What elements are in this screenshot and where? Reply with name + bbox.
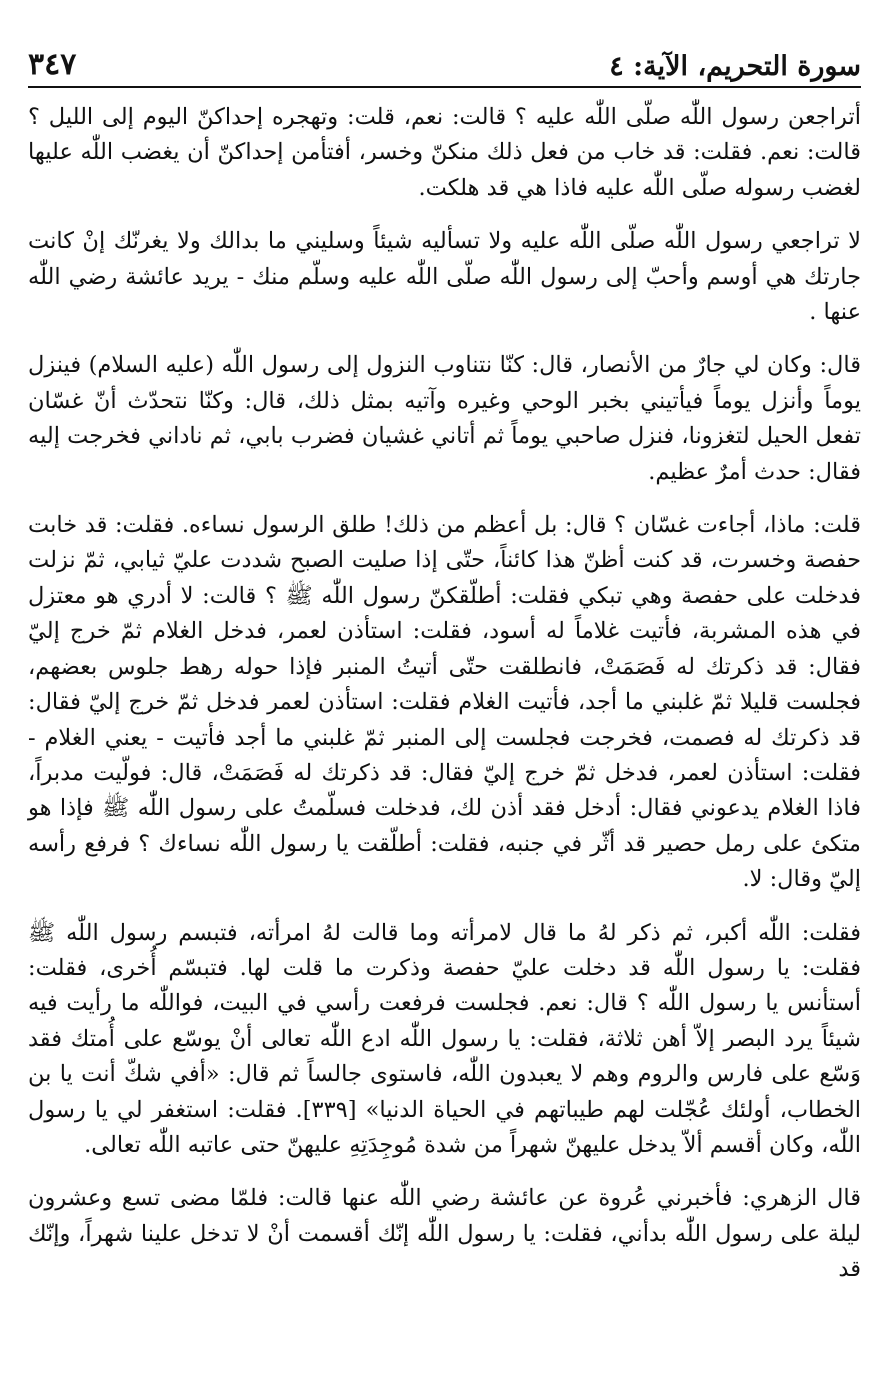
paragraph-2: لا تراجعي رسول اللّٰه صلّى اللّٰه عليه ولا تسأليه شيئاً وسليني ما بدالك ولا يغرنّك إنْ كانت جارتك هي أوسم وأحبّ إلى رسول اللّٰه صلّى اللّٰه عليه وسلّم منك - يريد عائشة رضي اللّٰه عنها . xyxy=(28,228,861,326)
paragraph-1: أتراجعن رسول اللّٰه صلّى اللّٰه عليه ؟ قالت: نعم، قلت: وتهجره إحداكنّ اليوم إلى الليل ؟ قالت: نعم. فقلت: قد خاب من فعل ذلك منكنّ وخسر، أفتأمن إحداكنّ أن يغضب اللّٰه عليها لغضب رسوله صلّى اللّٰه عليه فاذا هي قد هلكت. xyxy=(28,104,861,201)
page-number: ٣٤٧ xyxy=(28,47,77,82)
page-header xyxy=(28,28,861,80)
paragraph-3: قال: وكان لي جارٌ من الأنصار، قال: كنّا نتناوب النزول إلى رسول اللّٰه (عليه السلام) فينزل يوماً وأنزل يوماً فيأتيني بخبر الوحي وغيره وآتيه بمثل ذلك، قال: وكنّا نتحدّث أنّ غسّان تفعل الحيل لتغزونا، فنزل صاحبي يوماً ثم أتاني غشيان فضرب بابي، ثم ناداني فخرجت إليه فقال: حدث أمرٌ عظيم. xyxy=(28,352,861,485)
running-title: سورة التحريم، الآية: ٤ xyxy=(609,51,861,82)
header-rule xyxy=(28,86,861,88)
paragraph-6: قال الزهري: فأخبرني عُروة عن عائشة رضي اللّٰه عنها قالت: فلمّا مضى تسع وعشرون ليلة على رسول اللّٰه بدأني، فقلت: يا رسول اللّٰه إنّك أقسمت أنْ لا تدخل علينا شهراً، وإنّك قد xyxy=(28,1185,861,1283)
paragraph-4: قلت: ماذا، أجاءت غسّان ؟ قال: بل أعظم من ذلك! طلق الرسول نساءه. فقلت: قد خابت حفصة وخسرت، قد كنت أظنّ هذا كائناً، حتّى إذا صليت الصبح شددت عليّ ثيابي، ثمّ نزلت فدخلت على حفصة وهي تبكي فقلت: أطلّقكنّ رسول اللّٰه ﷺ ؟ قالت: لا أدري هو معتزل في هذه المشربة، فأتيت غلاماً له أسود، فقلت: استأذن لعمر، فدخل الغلام ثمّ خرج إليّ فقال: قد ذكرتك له فَصَمَتْ، فانطلقت حتّى أتيتُ المنبر فإذا حوله رهط جلوس بعضهم، فجلست قليلا ثمّ غلبني ما أجد، فأتيت الغلام فقلت: استأذن لعمر فدخل ثمّ خرج إليّ فقال: قد ذكرتك له فصمت، فخرجت فجلست إلى المنبر ثمّ غلبني ما أجد فأتيت - يعني الغلام - فقلت: استأذن لعمر، فدخل ثمّ خرج إليّ فقال: قد ذكرتك له فَصَمَتْ، قال: فولّيت مدبراً، فاذا الغلام يدعوني فقال: أدخل فقد أذن لك، فدخلت فسلّمتُ على رسول اللّٰه ﷺ فإذا هو متكئ على رمل حصير قد أثّر في جنبه، فقلت: أطلّقت يا رسول اللّٰه نساءك ؟ فرفع رأسه إليّ وقال: لا. xyxy=(28,512,861,893)
paragraph-5: فقلت: اللّٰه أكبر، ثم ذكر لهُ ما قال لامرأته وما قالت لهُ امرأته، فتبسم رسول اللّٰه ﷺ فقلت: يا رسول اللّٰه قد دخلت عليّ حفصة وذكرت ما قلت لها. فتبسّم أُخرى، فقلت: أستأنس يا رسول اللّٰه ؟ قال: نعم. فجلست فرفعت رأسي في البيت، فواللّٰه ما رأيت فيه شيئاً يرد البصر إلاّ أهن ثلاثة، فقلت: يا رسول اللّٰه ادع اللّٰه تعالى أنْ يوسّع على أُمتك فقد وَسّع على فارس والروم وهم لا يعبدون اللّٰه، فاستوى جالساً ثم قال: «أفي شكّ أنت يا بن الخطاب، أولئك عُجّلت لهم طيباتهم في الحياة الدنيا» [٣٣٩]. فقلت: استغفر لي يا رسول اللّٰه، وكان أقسم ألاّ يدخل عليهنّ شهراً من شدة مُوجِدَتِهِ عليهنّ حتى عاتبه اللّٰه تعالى. xyxy=(28,919,861,1158)
page-body xyxy=(28,100,861,1306)
